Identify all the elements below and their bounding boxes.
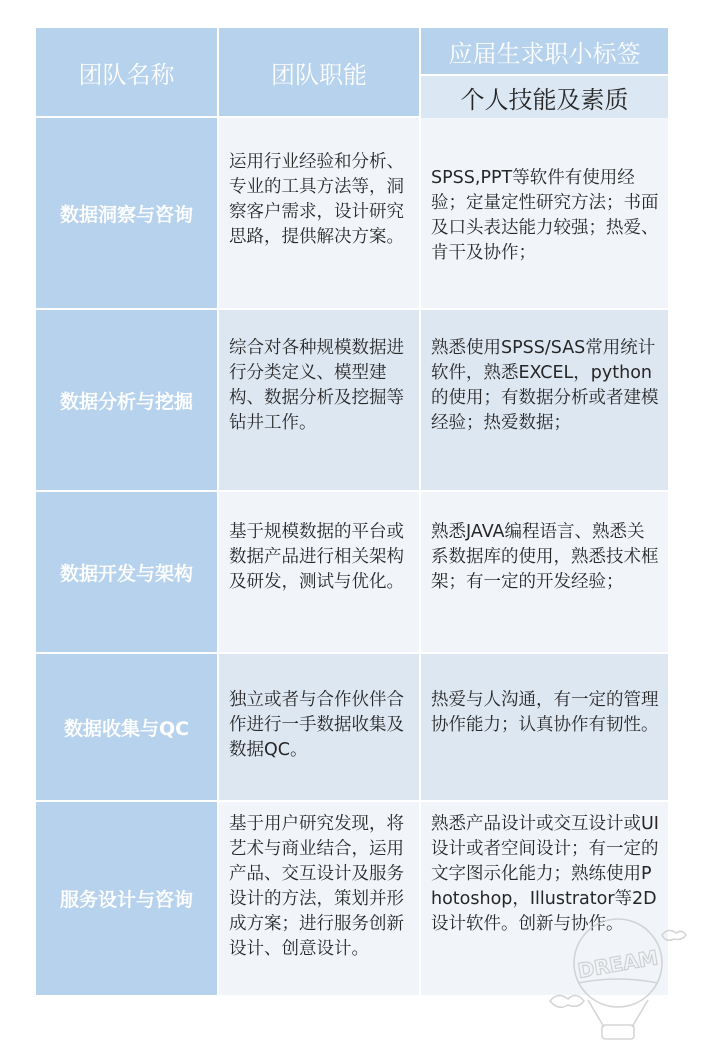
header-skills: 个人技能及素质 bbox=[421, 74, 668, 118]
team-name-cell: 数据收集与QC bbox=[36, 654, 217, 800]
team-name-cell: 数据开发与架构 bbox=[36, 492, 217, 652]
team-name-cell: 数据分析与挖掘 bbox=[36, 310, 217, 490]
team-name-cell: 服务设计与咨询 bbox=[36, 802, 217, 995]
team-skills-cell: 熟悉产品设计或交互设计或UI设计或者空间设计；有一定的文字图示化能力；熟练使用Photoshop，Illustrator等2D设计软件。创新与协作。 bbox=[421, 802, 668, 995]
team-function-cell: 独立或者与合作伙伴合作进行一手数据收集及数据QC。 bbox=[219, 654, 419, 800]
hot-air-balloon-icon bbox=[538, 905, 688, 1050]
team-function-cell: 基于用户研究发现，将艺术与商业结合，运用产品、交互设计及服务设计的方法，策划并形成方案；进行服务创新设计、创意设计。 bbox=[219, 802, 419, 995]
team-name-cell: 数据洞察与咨询 bbox=[36, 118, 217, 308]
team-skills-cell: 熟悉使用SPSS/SAS常用统计软件，熟悉EXCEL，python的使用；有数据分析或者建模经验；热爱数据； bbox=[421, 310, 668, 490]
team-table bbox=[36, 28, 668, 995]
header-team-function: 团队职能 bbox=[219, 28, 419, 116]
header-team-name: 团队名称 bbox=[36, 28, 217, 116]
team-function-cell: 综合对各种规模数据进行分类定义、模型建构、数据分析及挖掘等钻井工作。 bbox=[219, 310, 419, 490]
watermark-text: DREAM bbox=[575, 945, 660, 983]
team-skills-cell: SPSS,PPT等软件有使用经验；定量定性研究方法；书面及口头表达能力较强；热爱、肯干及协作； bbox=[421, 118, 668, 308]
header-job-tag: 应届生求职小标签 bbox=[421, 28, 668, 74]
team-skills-cell: 热爱与人沟通，有一定的管理协作能力；认真协作有韧性。 bbox=[421, 654, 668, 800]
team-skills-cell: 熟悉JAVA编程语言、熟悉关系数据库的使用，熟悉技术框架；有一定的开发经验； bbox=[421, 492, 668, 652]
team-function-cell: 运用行业经验和分析、专业的工具方法等，洞察客户需求，设计研究思路，提供解决方案。 bbox=[219, 118, 419, 308]
team-function-cell: 基于规模数据的平台或数据产品进行相关架构及研发，测试与优化。 bbox=[219, 492, 419, 652]
